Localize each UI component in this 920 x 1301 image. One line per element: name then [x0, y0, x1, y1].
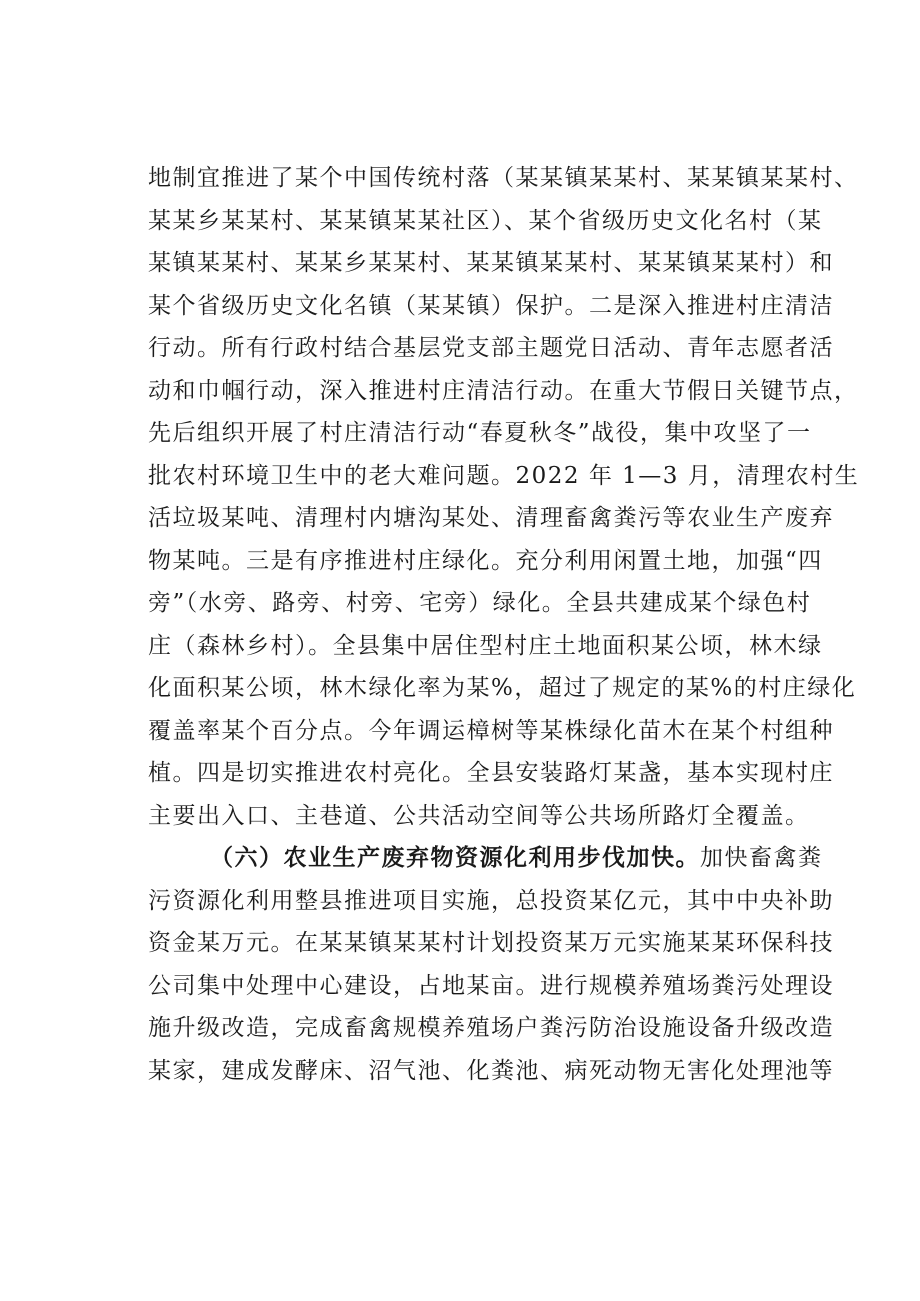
text-line: 植。四是切实推进农村亮化。全县安装路灯某盏，基本实现村庄: [148, 760, 834, 786]
text-line: 施升级改造，完成畜禽规模养殖场户粪污防治设施设备升级改造: [148, 1015, 834, 1041]
text-line: 主要出入口、主巷道、公共活动空间等公共场所路灯全覆盖。: [148, 802, 810, 829]
text-line: 批农村环境卫生中的老大难问题。2022 年 1—3 月，清理农村生: [148, 462, 860, 489]
text-line: 地制宜推进了某个中国传统村落（某某镇某某村、某某镇某某村、: [148, 165, 859, 191]
text-line: 活垃圾某吨、清理村内塘沟某处、清理畜禽粪污等农业生产废弃: [148, 505, 834, 531]
section-heading-line: [148, 837, 823, 880]
body-text: [148, 157, 860, 1092]
text-line: 旁”（水旁、路旁、村旁、宅旁）绿化。全县共建成某个绿色村: [148, 590, 812, 616]
section-heading-continuation: 加快畜禽粪: [700, 845, 823, 871]
text-line: 覆盖率某个百分点。今年调运樟树等某株绿化苗木在某个村组种: [148, 717, 834, 744]
text-line: 庄（森林乡村）。全县集中居住型村庄土地面积某公顷，林木绿: [148, 632, 823, 659]
text-line: 行动。所有行政村结合基层党支部主题党日活动、青年志愿者活: [148, 335, 834, 361]
text-line: 污资源化利用整县推进项目实施，总投资某亿元，其中中央补助: [148, 887, 834, 914]
text-line: 某家，建成发酵床、沼气池、化粪池、病死动物无害化处理池等: [148, 1057, 834, 1084]
section-heading: （六）农业生产废弃物资源化利用步伐加快。: [210, 845, 700, 871]
text-line: 物某吨。三是有序推进村庄绿化。充分利用闲置土地，加强“四: [148, 547, 823, 574]
text-line: 某某乡某某村、某某镇某某社区）、某个省级历史文化名村（某: [148, 207, 823, 234]
text-line: 先后组织开展了村庄清洁行动“春夏秋冬”战役，集中攻坚了一: [148, 420, 812, 446]
text-line: 某个省级历史文化名镇（某某镇）保护。二是深入推进村庄清洁: [148, 292, 834, 319]
text-line: 化面积某公顷，林木绿化率为某%，超过了规定的某%的村庄绿化: [148, 675, 857, 701]
text-line: 公司集中处理中心建设，占地某亩。进行规模养殖场粪污处理设: [148, 972, 834, 999]
text-line: 资金某万元。在某某镇某某村计划投资某万元实施某某环保科技: [148, 930, 834, 956]
text-line: 某镇某某村、某某乡某某村、某某镇某某村、某某镇某某村）和: [148, 250, 834, 276]
text-line: 动和巾帼行动，深入推进村庄清洁行动。在重大节假日关键节点，: [148, 377, 859, 404]
